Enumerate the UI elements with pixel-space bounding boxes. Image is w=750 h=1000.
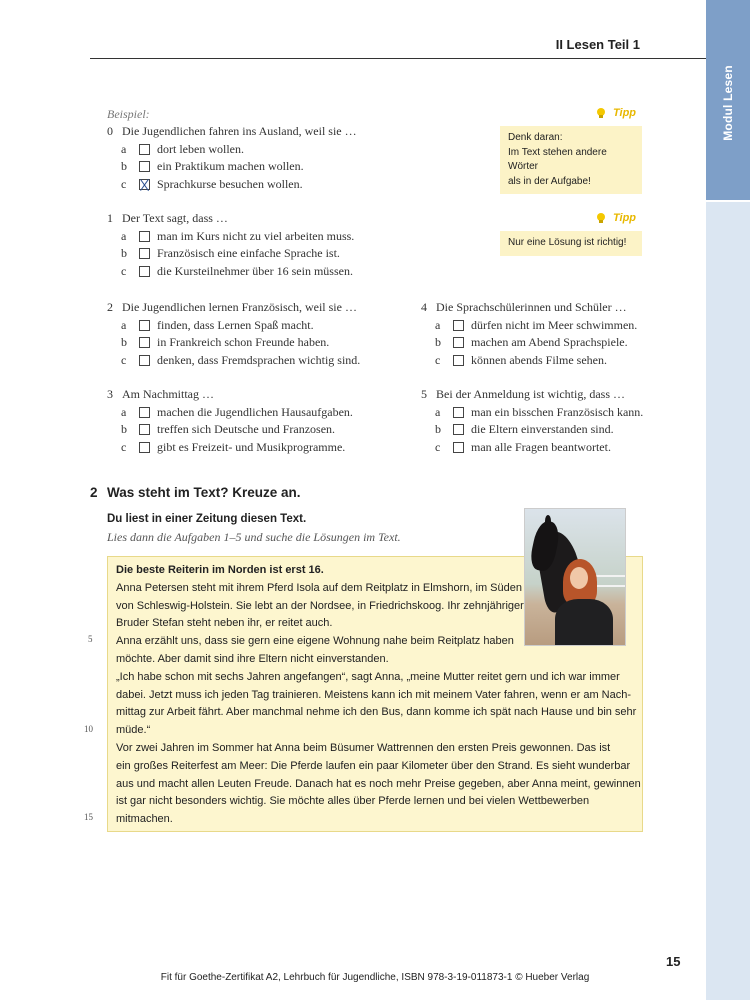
option-text: gibt es Freizeit- und Musikprogramme.: [157, 439, 346, 454]
option-letter: c: [435, 439, 441, 454]
tipp-line: Denk daran:: [508, 132, 563, 143]
question-text: [107, 123, 357, 141]
checkbox-icon[interactable]: [139, 266, 150, 277]
task-1: [107, 210, 354, 280]
checkbox-icon[interactable]: [139, 442, 150, 453]
tipp-line: Nur eine Lösung ist richtig!: [508, 237, 627, 248]
option-text: in Frankreich schon Freunde haben.: [157, 335, 330, 350]
article-line: von Schleswig-Holstein. Sie lebt an der Nordsee, in Friedrichskoog. Ihr zehnjähriger: [116, 599, 524, 612]
checkbox-icon[interactable]: [139, 355, 150, 366]
line-number: 15: [84, 812, 93, 822]
article-line: aus und macht allen Leuten Freude. Danach hat es noch mehr Preise gegeben, aber Anna meint, gewinnen: [116, 777, 641, 790]
question-number: 1: [107, 211, 113, 225]
answer-option: [107, 317, 360, 335]
option-text: Sprachkurse besuchen wollen.: [157, 176, 303, 191]
line-number: 5: [88, 634, 93, 644]
option-letter: c: [121, 263, 127, 278]
option-letter: b: [121, 422, 127, 437]
checkbox-icon[interactable]: [453, 407, 464, 418]
page-number: 15: [666, 954, 681, 969]
example-label: Beispiel:: [107, 107, 150, 121]
option-text: Französisch eine einfache Sprache ist.: [157, 246, 340, 261]
answer-option: [107, 334, 360, 352]
answer-option: [107, 245, 354, 263]
option-text: machen die Jugendlichen Hausaufgaben.: [157, 404, 353, 419]
option-letter: b: [121, 335, 127, 350]
task-0: [107, 106, 150, 124]
lightbulb-icon: [594, 106, 608, 120]
question-number: 5: [421, 387, 427, 401]
question-number: 4: [421, 300, 427, 314]
task-5: [421, 386, 643, 456]
option-text: ein Praktikum machen wollen.: [157, 159, 304, 174]
question-text: [421, 386, 643, 404]
option-letter: b: [435, 422, 441, 437]
article-line: Bruder Stefan steht neben ihr, er reitet auch.: [116, 617, 333, 630]
checkbox-icon[interactable]: [139, 161, 150, 172]
option-letter: a: [121, 317, 127, 332]
article-line: ein großes Reiterfest am Meer: Die Pferde laufen ein paar Kilometer über den Strand. Es sieht wunderbar: [116, 759, 631, 772]
answer-option: [107, 404, 353, 422]
question-stem: Die Sprachschülerinnen und Schüler …: [436, 300, 627, 314]
answer-option: [107, 263, 354, 281]
checkbox-icon[interactable]: [453, 320, 464, 331]
side-tab-label: Modul Lesen: [721, 65, 736, 141]
answer-option: [107, 176, 357, 194]
option-text: die Kursteilnehmer über 16 sein müssen.: [157, 263, 353, 278]
checkbox-icon[interactable]: [453, 355, 464, 366]
option-letter: c: [121, 352, 127, 367]
tipp-box-2: [500, 231, 642, 256]
checkbox-checked-icon[interactable]: [139, 179, 150, 190]
question-stem: Die Jugendlichen lernen Französisch, weil sie …: [122, 300, 357, 314]
page-header-title: II Lesen Teil 1: [555, 37, 640, 52]
answer-option: [421, 317, 637, 335]
answer-option: [421, 404, 643, 422]
checkbox-icon[interactable]: [139, 407, 150, 418]
checkbox-icon[interactable]: [453, 442, 464, 453]
option-letter: c: [435, 352, 441, 367]
checkbox-icon[interactable]: [139, 248, 150, 259]
question-stem: Der Text sagt, dass …: [122, 211, 228, 225]
article-line: ist gar nicht besonders wichtig. Sie möchte alles über Pferde lernen und bei vielen Wettbewerben: [116, 795, 590, 808]
article-line: müde.“: [116, 724, 151, 737]
article-line: möchte. Aber damit sind ihre Eltern nicht einverstanden.: [116, 652, 389, 665]
answer-option: [107, 352, 360, 370]
article-line: mittag zur Arbeit fährt. Aber manchmal nehme ich den Bus, dann komme ich spät nach Hause und bin sehr: [116, 706, 637, 719]
option-letter: b: [121, 159, 127, 174]
section-2-instruction: Lies dann die Aufgaben 1–5 und suche die Lösungen im Text.: [107, 530, 401, 544]
option-letter: a: [121, 141, 127, 156]
question-text: [107, 299, 360, 317]
option-letter: b: [121, 246, 127, 261]
option-text: können abends Filme sehen.: [471, 352, 607, 367]
checkbox-icon[interactable]: [453, 424, 464, 435]
question-stem: Am Nachmittag …: [122, 387, 214, 401]
option-text: machen am Abend Sprachspiele.: [471, 335, 628, 350]
article-line: Anna Petersen steht mit ihrem Pferd Isola auf dem Reitplatz in Elmshorn, im Süden: [116, 581, 522, 594]
answer-option: [107, 421, 353, 439]
side-tab-strip: [706, 0, 750, 1000]
answer-option: [107, 158, 357, 176]
option-text: finden, dass Lernen Spaß macht.: [157, 317, 314, 332]
option-letter: a: [435, 317, 441, 332]
tipp-line: als in der Aufgabe!: [508, 175, 591, 187]
line-number: 10: [84, 724, 93, 734]
option-letter: c: [121, 176, 127, 191]
option-text: man ein bisschen Französisch kann.: [471, 404, 644, 419]
article-line: Vor zwei Jahren im Sommer hat Anna beim Büsumer Wattrennen den ersten Preis gewonnen. Das ist: [116, 741, 611, 754]
question-stem: Die Jugendlichen fahren ins Ausland, weil sie …: [122, 124, 357, 138]
question-number: 0: [107, 124, 113, 138]
answer-option: [421, 334, 637, 352]
article-line: Anna erzählt uns, dass sie gern eine eigene Wohnung nahe beim Reitplatz haben: [116, 635, 514, 648]
option-text: dürfen nicht im Meer schwimmen.: [471, 317, 638, 332]
question-text: [421, 299, 637, 317]
answer-option: [421, 421, 643, 439]
answer-option: [107, 141, 357, 159]
question-text: [107, 210, 354, 228]
article-title: Die beste Reiterin im Norden ist erst 16.: [116, 564, 324, 576]
tipp-box-1: [500, 126, 642, 194]
section-2-title: 2 Was steht im Text? Kreuze an.: [90, 485, 301, 500]
checkbox-icon[interactable]: [139, 424, 150, 435]
option-letter: a: [435, 404, 441, 419]
answer-option: [421, 439, 643, 457]
option-text: treffen sich Deutsche und Franzosen.: [157, 422, 336, 437]
checkbox-icon[interactable]: [139, 320, 150, 331]
footer-citation: Fit für Goethe-Zertifikat A2, Lehrbuch für Jugendliche, ISBN 978-3-19-011873-1 © Hueber Verlag: [160, 972, 590, 983]
checkbox-icon[interactable]: [139, 144, 150, 155]
option-letter: a: [121, 404, 127, 419]
answer-option: [421, 352, 637, 370]
header-rule: [90, 58, 706, 59]
option-text: dort leben wollen.: [157, 141, 244, 156]
checkbox-icon[interactable]: [139, 337, 150, 348]
lightbulb-icon: [594, 211, 608, 225]
question-number: 3: [107, 387, 113, 401]
checkbox-icon[interactable]: [139, 231, 150, 242]
question-text: [107, 386, 353, 404]
option-text: denken, dass Fremdsprachen wichtig sind.: [157, 352, 361, 367]
task-0-body: [107, 123, 357, 193]
question-number: 2: [107, 300, 113, 314]
option-text: man im Kurs nicht zu viel arbeiten muss.: [157, 228, 355, 243]
task-3: [107, 386, 353, 456]
article-line: mitmachen.: [116, 813, 173, 826]
answer-option: [107, 439, 353, 457]
article-line: „Ich habe schon mit sechs Jahren angefangen“, sagt Anna, „meine Mutter reitet gern und ich war immer: [116, 670, 620, 683]
option-text: die Eltern einverstanden sind.: [471, 422, 614, 437]
option-letter: a: [121, 228, 127, 243]
task-4: [421, 299, 637, 369]
tipp-heading-2: Tipp: [594, 211, 636, 225]
tipp-heading-1: Tipp: [594, 106, 636, 120]
task-2: [107, 299, 360, 369]
article-line: dabei. Jetzt muss ich jeden Tag trainieren. Meistens kann ich mit meinem Vater fahren, wenn er am Nach-: [116, 688, 632, 701]
tipp-line: Im Text stehen andere Wörter: [508, 146, 607, 172]
option-letter: c: [121, 439, 127, 454]
option-text: man alle Fragen beantwortet.: [471, 439, 611, 454]
question-stem: Bei der Anmeldung ist wichtig, dass …: [436, 387, 625, 401]
section-2-intro: Du liest in einer Zeitung diesen Text.: [107, 513, 307, 525]
option-letter: b: [435, 335, 441, 350]
checkbox-icon[interactable]: [453, 337, 464, 348]
horse-and-rider-photo: [524, 508, 626, 646]
answer-option: [107, 228, 354, 246]
